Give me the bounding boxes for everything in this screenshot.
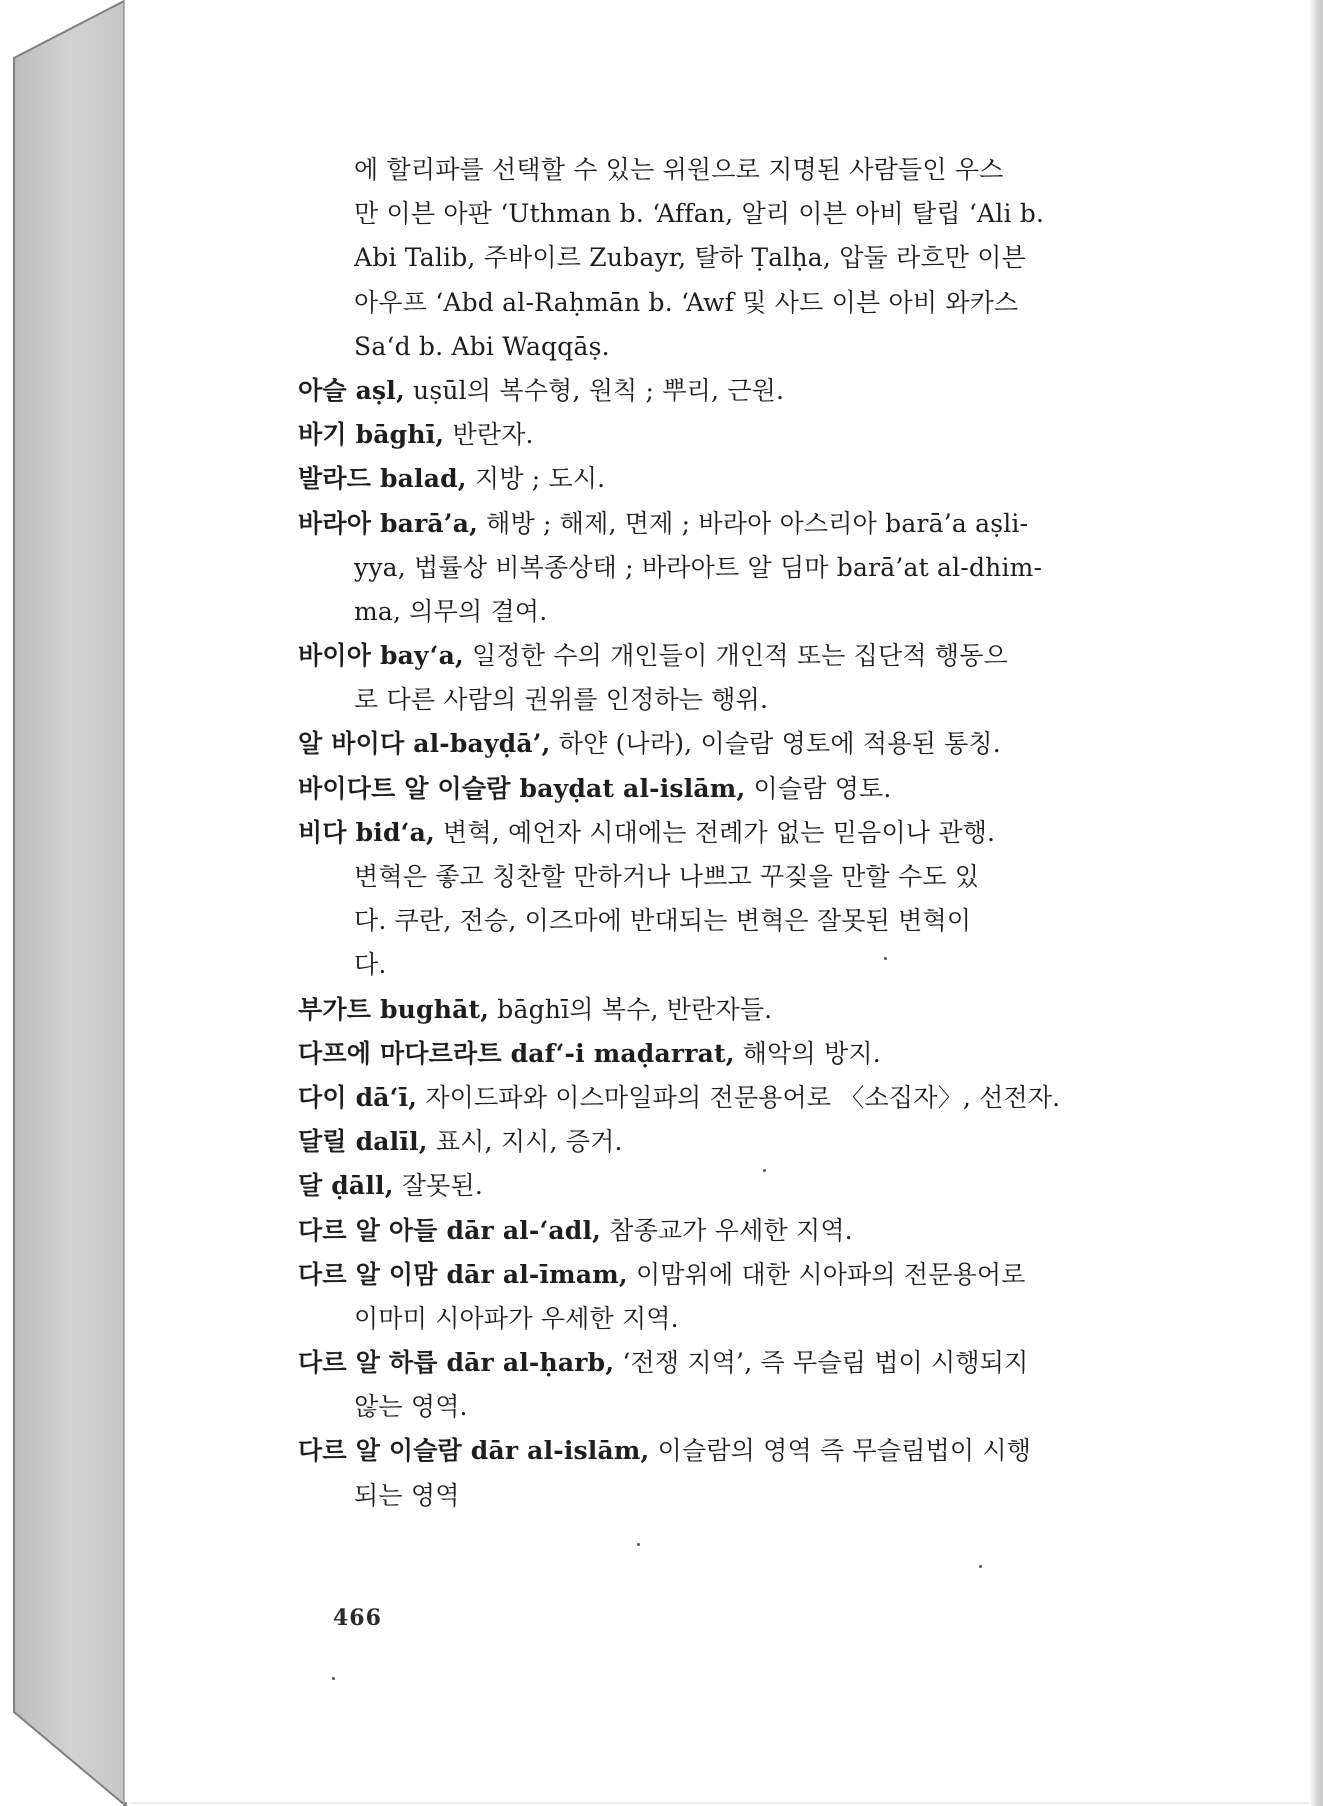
book-spine [0, 0, 130, 1806]
glossary-definition: 이슬람 영토. [745, 773, 892, 803]
glossary-continuation-line [168, 148, 1168, 192]
glossary-term: 바기 bāghī, [298, 420, 445, 450]
print-speck [763, 1169, 766, 1172]
glossary-entry-line [168, 413, 1168, 457]
print-speck [332, 1677, 335, 1680]
glossary-continuation-line [168, 236, 1168, 280]
glossary-definition: 이슬람의 영역 즉 무슬림법이 시행 [649, 1436, 1032, 1466]
page-number: 466 [333, 1605, 382, 1631]
glossary-definition: 이맘위에 대한 시아파의 전문용어로 [627, 1259, 1026, 1289]
glossary-term: 다이 dā‘ī, [298, 1082, 418, 1112]
glossary-definition: 아우프 ‘Abd al-Raḥmān b. ‘Awf 및 사드 이븐 아비 와카스 [354, 287, 1019, 317]
glossary-continuation-line [168, 325, 1168, 369]
glossary-definition: Abi Talib, 주바이르 Zubayr, 탈하 Ṭalḥa, 압둘 라흐만 이븐 [354, 243, 1026, 273]
glossary-definition: 표시, 지시, 증거. [427, 1127, 623, 1157]
glossary-entry-line [168, 1120, 1168, 1164]
glossary-term: 부가트 bughāt, [298, 994, 490, 1024]
print-speck [637, 1543, 640, 1546]
glossary-term: 바이다트 알 이슬람 bayḍat al-islām, [298, 773, 746, 803]
glossary-definition: 일정한 수의 개인들이 개인적 또는 집단적 행동으 [463, 641, 1008, 671]
glossary-definition: 해방 ; 해제, 면제 ; 바라아 아스리아 barā’a aṣli- [478, 508, 1029, 538]
glossary-term: 비다 bid‘a, [298, 817, 435, 847]
glossary-definition: 해악의 방지. [734, 1038, 881, 1068]
glossary-continuation-line [168, 281, 1168, 325]
glossary-continuation-line [168, 192, 1168, 236]
glossary-definition: 다. 쿠란, 전승, 이즈마에 반대되는 변혁은 잘못된 변혁이 [354, 906, 972, 936]
print-speck [884, 957, 887, 960]
glossary-definition: 변혁은 좋고 칭찬할 만하거나 나쁘고 꾸짖을 만할 수도 있 [354, 862, 980, 891]
glossary-entry-line [168, 634, 1168, 678]
glossary-term: 다프에 마다르라트 daf‘-i maḍarrat, [298, 1038, 735, 1068]
glossary-continuation-line [168, 1385, 1168, 1429]
glossary-definition: 되는 영역 [354, 1480, 460, 1510]
glossary-definition: 반란자. [444, 420, 534, 450]
glossary-entry-line [168, 1209, 1168, 1253]
glossary-definition: ma, 의무의 결여. [354, 596, 548, 626]
print-speck [979, 1565, 982, 1568]
glossary-definition: 하얀 (나라), 이슬람 영토에 적용된 통칭. [550, 729, 1001, 759]
glossary-definition: 만 이븐 아판 ‘Uthman b. ‘Affan, 알리 이븐 아비 탈립 ‘Ali b. [354, 199, 1045, 229]
glossary-definition: uṣūl의 복수형, 원칙 ; 뿌리, 근원. [404, 375, 785, 405]
glossary-entry-line [168, 369, 1168, 413]
glossary-term: 바이아 bay‘a, [298, 641, 464, 671]
glossary-definition: 자이드파와 이스마일파의 전문용어로 〈소집자〉, 선전자. [417, 1082, 1061, 1112]
glossary-term: 발라드 balad, [298, 464, 467, 494]
glossary-term: 다르 알 하릅 dār al-ḥarb, [298, 1348, 615, 1378]
glossary-entry-line [168, 988, 1168, 1032]
glossary-term: 달 ḍāll, [298, 1171, 394, 1201]
glossary-continuation-line [168, 943, 1168, 987]
glossary-continuation-line [168, 855, 1168, 899]
glossary-continuation-line [168, 1297, 1168, 1341]
glossary-definition: 지방 ; 도시. [466, 464, 606, 494]
glossary-continuation-line [168, 899, 1168, 943]
glossary-definition: ‘전쟁 지역’, 즉 무슬림 법이 시행되지 [614, 1348, 1029, 1378]
glossary-term: 바라아 barā’a, [298, 508, 479, 538]
glossary-entry-line [168, 457, 1168, 501]
glossary-definition: Sa‘d b. Abi Waqqāṣ. [354, 331, 610, 361]
glossary-definition: 로 다른 사람의 권위를 인정하는 행위. [354, 685, 769, 715]
glossary-definition: 잘못된. [393, 1171, 483, 1201]
glossary-term: 다르 알 이슬람 dār al-islām, [298, 1436, 650, 1466]
glossary-entry-line [168, 722, 1168, 766]
glossary-entry-line [168, 767, 1168, 811]
page-edge [1309, 0, 1323, 1806]
glossary-definition: 에 할리파를 선택할 수 있는 위원으로 지명된 사람들인 우스 [354, 155, 1004, 184]
glossary-entry-line [168, 1032, 1168, 1076]
glossary-term: 달릴 dalīl, [298, 1127, 428, 1157]
glossary-entry-line [168, 1076, 1168, 1120]
glossary-definition: bāghī의 복수, 반란자들. [489, 994, 773, 1024]
glossary-definition: 이마미 시아파가 우세한 지역. [354, 1303, 679, 1333]
glossary-text [168, 148, 1168, 1518]
glossary-definition: yya, 법률상 비복종상태 ; 바라아트 알 딤마 barā’at al-dhim- [354, 552, 1043, 582]
glossary-entry-line [168, 502, 1168, 546]
glossary-entry-line [168, 1253, 1168, 1297]
glossary-entry-line [168, 1164, 1168, 1208]
glossary-continuation-line [168, 678, 1168, 722]
glossary-entry-line [168, 1341, 1168, 1385]
glossary-definition: 참종교가 우세한 지역. [601, 1215, 853, 1245]
glossary-definition: 않는 영역. [354, 1392, 468, 1422]
glossary-term: 다르 알 아들 dār al-‘adl, [298, 1215, 602, 1245]
glossary-entry-line [168, 811, 1168, 855]
glossary-term: 알 바이다 al-bayḍā’, [298, 729, 551, 759]
glossary-continuation-line [168, 546, 1168, 590]
glossary-entry-line [168, 1429, 1168, 1473]
glossary-term: 아슬 aṣl, [298, 375, 405, 405]
glossary-term: 다르 알 이맘 dār al-īmam, [298, 1259, 628, 1289]
glossary-definition: 변혁, 예언자 시대에는 전례가 없는 믿음이나 관행. [434, 817, 996, 847]
glossary-continuation-line [168, 1474, 1168, 1518]
glossary-definition: 다. [354, 950, 387, 980]
glossary-continuation-line [168, 590, 1168, 634]
